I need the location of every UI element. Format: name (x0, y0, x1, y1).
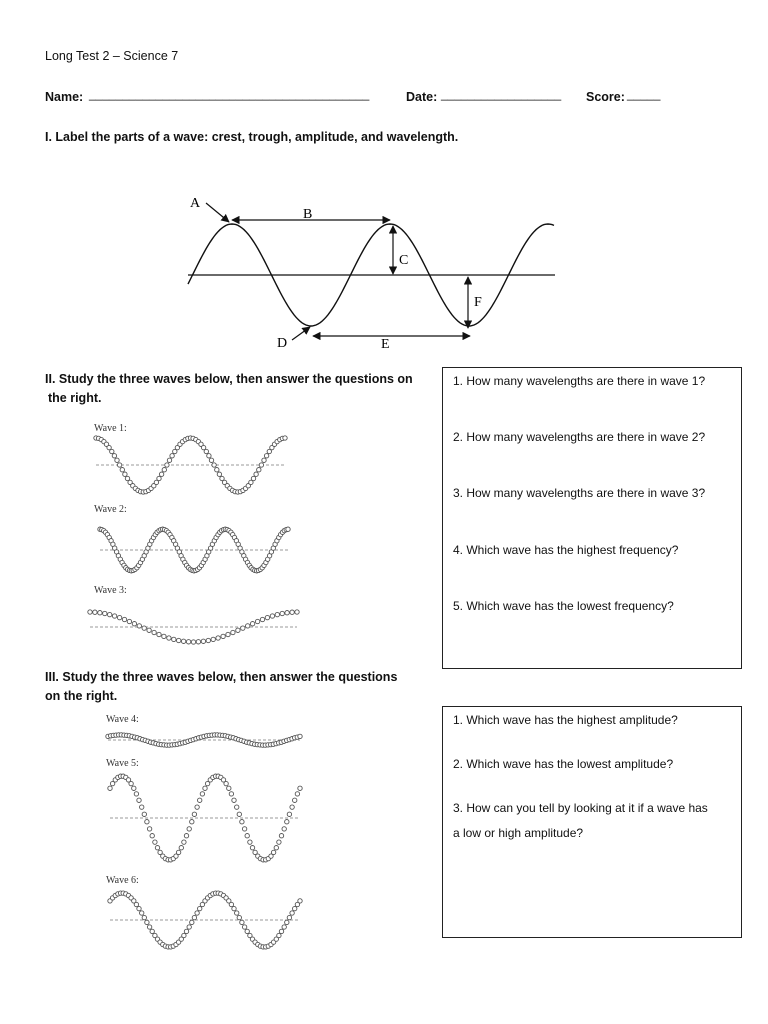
wave-dot (229, 902, 233, 906)
wave-dot (242, 925, 246, 929)
part2-question-1: 1. How many wavelengths are there in wave 1? (453, 374, 706, 388)
wave3-label: Wave 3: (94, 585, 127, 596)
test-title: Long Test 2 – Science 7 (45, 49, 179, 63)
part3-question-2: 2. Which wave has the lowest amplitude? (453, 757, 674, 771)
wave-dot (134, 902, 138, 906)
wave2-label: Wave 2: (94, 504, 127, 515)
date-label: Date: (406, 90, 438, 104)
wave-dot (232, 906, 236, 910)
part2-question-3: 3. How many wavelengths are there in wave 3? (453, 486, 706, 500)
wave-dot (184, 929, 188, 933)
wave-dot (245, 929, 249, 933)
score-label: Score: (586, 90, 625, 104)
name-field[interactable]: __________________________________________ (89, 87, 370, 101)
part2-instruction-line1: II. Study the three waves below, then answer the questions on (45, 372, 413, 386)
wave-dot (145, 920, 149, 924)
wave-dot (279, 929, 283, 933)
wave-dot (237, 915, 241, 919)
name-label: Name: (45, 90, 84, 104)
wave-dot (277, 933, 281, 937)
label-e: E (381, 337, 390, 352)
wave-dot (240, 920, 244, 924)
wave-dot (287, 915, 291, 919)
wave-dot (290, 911, 294, 915)
wave-dot (293, 906, 297, 910)
wave-dot (298, 899, 302, 903)
wave1-label: Wave 1: (94, 423, 127, 434)
wave5-label: Wave 5: (106, 758, 139, 769)
wave-dot (182, 933, 186, 937)
part3-instruction-line1: III. Study the three waves below, then answer the questions (45, 670, 398, 684)
date-field[interactable]: __________________ (441, 87, 562, 101)
part2-question-5: 5. Which wave has the lowest frequency? (453, 599, 674, 613)
wave6-label: Wave 6: (106, 875, 139, 886)
wave-dot (198, 906, 202, 910)
part3-question-1: 1. Which wave has the highest amplitude? (453, 713, 678, 727)
part3-instruction-line2: on the right. (45, 689, 118, 703)
label-b: B (303, 207, 313, 222)
wave-dot (187, 925, 191, 929)
part3-questions-box (442, 706, 742, 938)
wave-dot (282, 925, 286, 929)
label-f: F (474, 295, 482, 310)
label-c: C (399, 253, 409, 268)
label-d: D (277, 336, 288, 351)
wave-dot (235, 911, 239, 915)
part2-instruction-line2: the right. (48, 391, 102, 405)
wave-dot (192, 915, 196, 919)
wave4-label: Wave 4: (106, 714, 139, 725)
wave-dot (190, 920, 194, 924)
part3-question-3-cont: a low or high amplitude? (453, 826, 584, 840)
part2-question-4: 4. Which wave has the highest frequency? (453, 543, 679, 557)
part3-question-3: 3. How can you tell by looking at it if a wave has (453, 801, 708, 815)
score-field[interactable]: _____ (627, 87, 661, 101)
label-a: A (190, 196, 201, 211)
wave-dot (147, 925, 151, 929)
wave-dot (285, 920, 289, 924)
part1-instruction: I. Label the parts of a wave: crest, trough, amplitude, and wavelength. (45, 130, 459, 144)
wave-dot (142, 915, 146, 919)
wave-dot (137, 906, 141, 910)
wave-dot (150, 929, 154, 933)
part2-question-2: 2. How many wavelengths are there in wave 2? (453, 430, 706, 444)
wave-dot (140, 911, 144, 915)
wave-dot (195, 911, 199, 915)
